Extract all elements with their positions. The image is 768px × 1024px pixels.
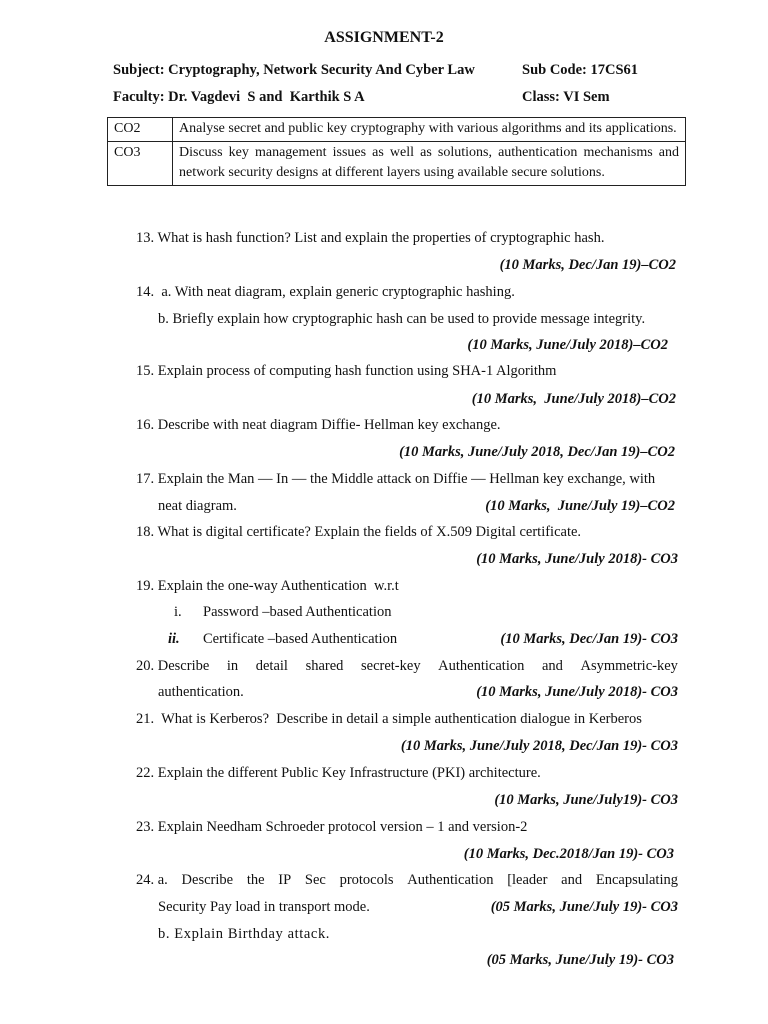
word: Authentication xyxy=(438,658,525,674)
word: Describe xyxy=(181,872,234,888)
outcome-code: CO3 xyxy=(108,142,173,186)
question-19-item-number: ii. xyxy=(168,631,180,647)
question-24a xyxy=(136,872,678,889)
question-20 xyxy=(136,658,678,675)
word: secret-key xyxy=(361,658,421,674)
question-15: 15. Explain process of computing hash function using SHA-1 Algorithm xyxy=(136,363,557,379)
subject-line: Subject: Cryptography, Network Security And Cyber Law xyxy=(113,62,475,78)
question-22: 22. Explain the different Public Key Infrastructure (PKI) architecture. xyxy=(136,765,541,781)
word: Authentication xyxy=(407,872,494,888)
word: and xyxy=(541,658,563,674)
question-24b-marks: (05 Marks, June/July 19)- CO3 xyxy=(486,952,674,968)
word: Sec xyxy=(304,872,326,888)
question-24a-marks: (05 Marks, June/July 19)- CO3 xyxy=(490,899,678,915)
question-16-marks: (10 Marks, June/July 2018, Dec/Jan 19)–CO2 xyxy=(399,444,675,460)
word: IP xyxy=(278,872,292,888)
word: [leader xyxy=(507,872,548,888)
table-row xyxy=(108,118,686,142)
word: the xyxy=(246,872,265,888)
question-14a: 14. a. With neat diagram, explain generic cryptographic hashing. xyxy=(136,284,515,300)
word: 24. a. xyxy=(136,872,168,888)
page-title: ASSIGNMENT-2 xyxy=(324,29,444,46)
outcome-description: Discuss key management issues as well as solutions, authentication mechanisms and network security designs at different layers using available secure solutions. xyxy=(173,142,686,186)
outcome-code: CO2 xyxy=(108,118,173,142)
word: and xyxy=(561,872,583,888)
question-14-marks: (10 Marks, June/July 2018)–CO2 xyxy=(467,337,668,353)
word: protocols xyxy=(339,872,394,888)
word: detail xyxy=(255,658,288,674)
question-24b: b. Explain Birthday attack. xyxy=(158,926,331,942)
question-13: 13. What is hash function? List and explain the properties of cryptographic hash. xyxy=(136,230,605,246)
table-row xyxy=(108,142,686,186)
question-19-marks: (10 Marks, Dec/Jan 19)- CO3 xyxy=(500,631,678,647)
question-24a-continued: Security Pay load in transport mode. xyxy=(158,899,370,915)
question-16: 16. Describe with neat diagram Diffie- Hellman key exchange. xyxy=(136,417,501,433)
question-19-item-number: i. xyxy=(174,604,182,620)
question-19-item-i: Password –based Authentication xyxy=(203,604,392,620)
question-18-marks: (10 Marks, June/July 2018)- CO3 xyxy=(476,551,678,567)
question-18: 18. What is digital certificate? Explain the fields of X.509 Digital certificate. xyxy=(136,524,582,540)
course-outcomes-table xyxy=(107,117,686,186)
question-21-marks: (10 Marks, June/July 2018, Dec/Jan 19)- CO3 xyxy=(400,738,678,754)
class-sem: Class: VI Sem xyxy=(522,89,610,105)
question-20-marks: (10 Marks, June/July 2018)- CO3 xyxy=(476,684,678,700)
word: 20. Describe xyxy=(136,658,210,674)
sub-code: Sub Code: 17CS61 xyxy=(522,62,639,78)
word: in xyxy=(226,658,239,674)
faculty-line: Faculty: Dr. Vagdevi S and Karthik S A xyxy=(113,89,365,105)
question-20-continued: authentication. xyxy=(158,684,244,700)
question-19-item-ii: Certificate –based Authentication xyxy=(203,631,398,647)
question-15-marks: (10 Marks, June/July 2018)–CO2 xyxy=(471,391,676,407)
word: Encapsulating xyxy=(595,872,678,888)
question-23: 23. Explain Needham Schroeder protocol version – 1 and version-2 xyxy=(136,819,528,835)
question-14b: b. Briefly explain how cryptographic hash can be used to provide message integrity. xyxy=(158,311,646,327)
question-22-marks: (10 Marks, June/July19)- CO3 xyxy=(494,792,678,808)
question-13-marks: (10 Marks, Dec/Jan 19)–CO2 xyxy=(499,257,676,273)
question-19: 19. Explain the one-way Authentication w.r.t xyxy=(136,578,399,594)
word: shared xyxy=(305,658,344,674)
question-23-marks: (10 Marks, Dec.2018/Jan 19)- CO3 xyxy=(463,846,674,862)
question-21: 21. What is Kerberos? Describe in detail a simple authentication dialogue in Kerberos xyxy=(136,711,642,727)
question-17-marks: (10 Marks, June/July 19)–CO2 xyxy=(485,498,675,514)
word: Asymmetric-key xyxy=(580,658,678,674)
outcome-description: Analyse secret and public key cryptography with various algorithms and its applications. xyxy=(173,118,686,142)
question-17-continued: neat diagram. xyxy=(158,498,237,514)
question-17: 17. Explain the Man — In — the Middle attack on Diffie — Hellman key exchange, with xyxy=(136,471,656,487)
